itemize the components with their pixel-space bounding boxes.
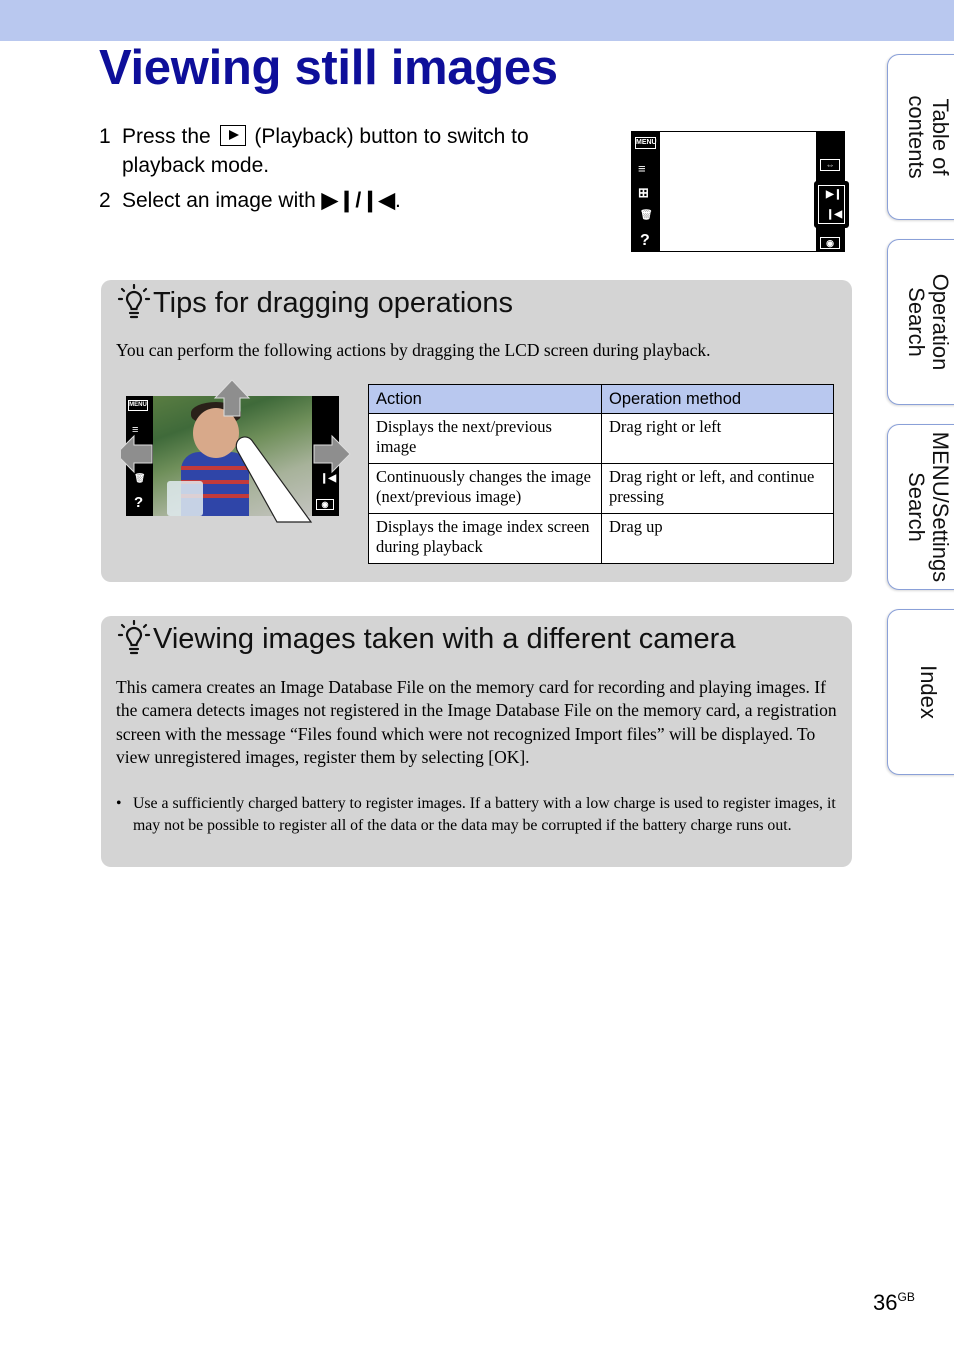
tab-label — [904, 274, 952, 371]
dragging-illustration — [121, 378, 361, 528]
next-prev-icon: ▶❙/❙◀ — [321, 189, 395, 212]
bullet-mark: • — [116, 795, 122, 812]
next-prev-buttons — [814, 181, 849, 228]
tip-bulb-icon — [117, 620, 151, 658]
tab-label-line: Search — [903, 287, 929, 357]
tab-label — [904, 432, 952, 582]
previous-icon: ❙◀ — [826, 209, 843, 220]
tab-label-line: Search — [903, 472, 929, 542]
lcd-left-bar — [632, 132, 660, 251]
table-cell: Drag right or left, and continue pressing — [602, 464, 834, 514]
step-1 — [99, 122, 599, 180]
camera-icon: ◉ — [316, 499, 334, 510]
table-row — [369, 414, 834, 464]
slideshow-icon: ⇔ — [820, 159, 840, 171]
tab-label-line: contents — [903, 95, 929, 179]
tab-label — [904, 95, 952, 178]
page-number-suffix: GB — [897, 1290, 915, 1304]
steps-list — [99, 122, 599, 215]
tips-dragging-intro: You can perform the following actions by dragging the LCD screen during playback. — [116, 340, 711, 360]
page-number-value: 36 — [873, 1290, 898, 1315]
tab-operation-search[interactable] — [887, 239, 954, 405]
tab-label-line: Table of — [927, 98, 953, 176]
tips-camera-heading — [117, 620, 735, 658]
table-cell: Drag right or left — [602, 414, 834, 464]
finger-icon — [236, 437, 311, 522]
step-text-before: Select an image with — [122, 189, 322, 212]
column-header: Operation method — [602, 385, 834, 414]
previous-icon: ❙◀ — [320, 473, 337, 484]
tips-camera-bullet — [116, 793, 838, 837]
page-number — [873, 1290, 915, 1316]
tab-label-line: MENU/Settings — [927, 431, 953, 583]
page-title: Viewing still images — [99, 41, 558, 95]
index-icon: ⊞ — [638, 185, 649, 200]
table-header-row — [369, 385, 834, 414]
playback-icon — [220, 125, 246, 146]
up-arrow-icon — [215, 380, 249, 416]
help-icon: ? — [640, 232, 650, 249]
step-text — [122, 122, 599, 180]
menu-icon: MENU — [635, 137, 656, 149]
left-arrow-icon — [121, 436, 152, 472]
step-number: 2 — [99, 189, 111, 212]
grid-icon: ≡ — [132, 424, 139, 436]
tab-label — [916, 665, 940, 719]
step-text-after: (Playback) button to switch to playback mode. — [122, 125, 529, 177]
step-2 — [99, 186, 599, 215]
help-icon: ? — [134, 494, 144, 511]
menu-icon: MENU — [128, 400, 148, 411]
tab-label-line: Operation — [927, 273, 953, 371]
heading-text: Tips for dragging operations — [153, 286, 514, 319]
trash-icon: 🗑 — [640, 210, 653, 221]
drag-arrows-overlay — [121, 378, 361, 528]
trash-icon: 🗑 — [134, 473, 146, 483]
lcd-screen-illustration — [631, 131, 845, 252]
next-prev-frame — [818, 185, 845, 224]
table-row — [369, 464, 834, 514]
step-number: 1 — [99, 125, 111, 148]
grid-icon: ≡ — [638, 161, 646, 176]
operations-table — [368, 384, 834, 564]
tab-index[interactable] — [887, 609, 954, 775]
heading-text: Viewing images taken with a different camera — [153, 622, 736, 655]
step-text-before: Press the — [122, 125, 211, 148]
column-header: Action — [369, 385, 602, 414]
table-row — [369, 514, 834, 564]
camera-icon: ◉ — [820, 237, 840, 249]
step-text — [122, 186, 401, 215]
bullet-text: Use a sufficiently charged battery to register images. If a battery with a low charge is used to register images, it may not be possible to register all of the data or the data may be corrupted if the battery charge runs out. — [133, 795, 836, 834]
tip-bulb-icon — [117, 284, 151, 322]
table-cell: Displays the image index screen during playback — [369, 514, 602, 564]
tips-dragging-panel — [101, 280, 852, 582]
tips-camera-panel — [101, 616, 852, 867]
tab-menu-settings-search[interactable] — [887, 424, 954, 590]
tips-dragging-heading — [117, 284, 513, 322]
step-text-end: . — [394, 189, 401, 212]
tips-camera-body: This camera creates an Image Database File on the memory card for recording and playing images. If the camera detects images not registered in the Image Database File on the memory card, a registration screen with the message “Files found which were not recognized Import files” will be displayed. To view unregistered images, register them by selecting [OK]. — [116, 677, 837, 767]
header-band — [0, 0, 954, 41]
table-cell: Continuously changes the image (next/previous image) — [369, 464, 602, 514]
tab-label-line: Index — [915, 665, 941, 719]
tab-table-of-contents[interactable] — [887, 54, 954, 220]
right-arrow-icon — [314, 436, 350, 472]
table-cell: Displays the next/previous image — [369, 414, 602, 464]
next-icon: ▶❙ — [826, 189, 843, 200]
table-cell: Drag up — [602, 514, 834, 564]
